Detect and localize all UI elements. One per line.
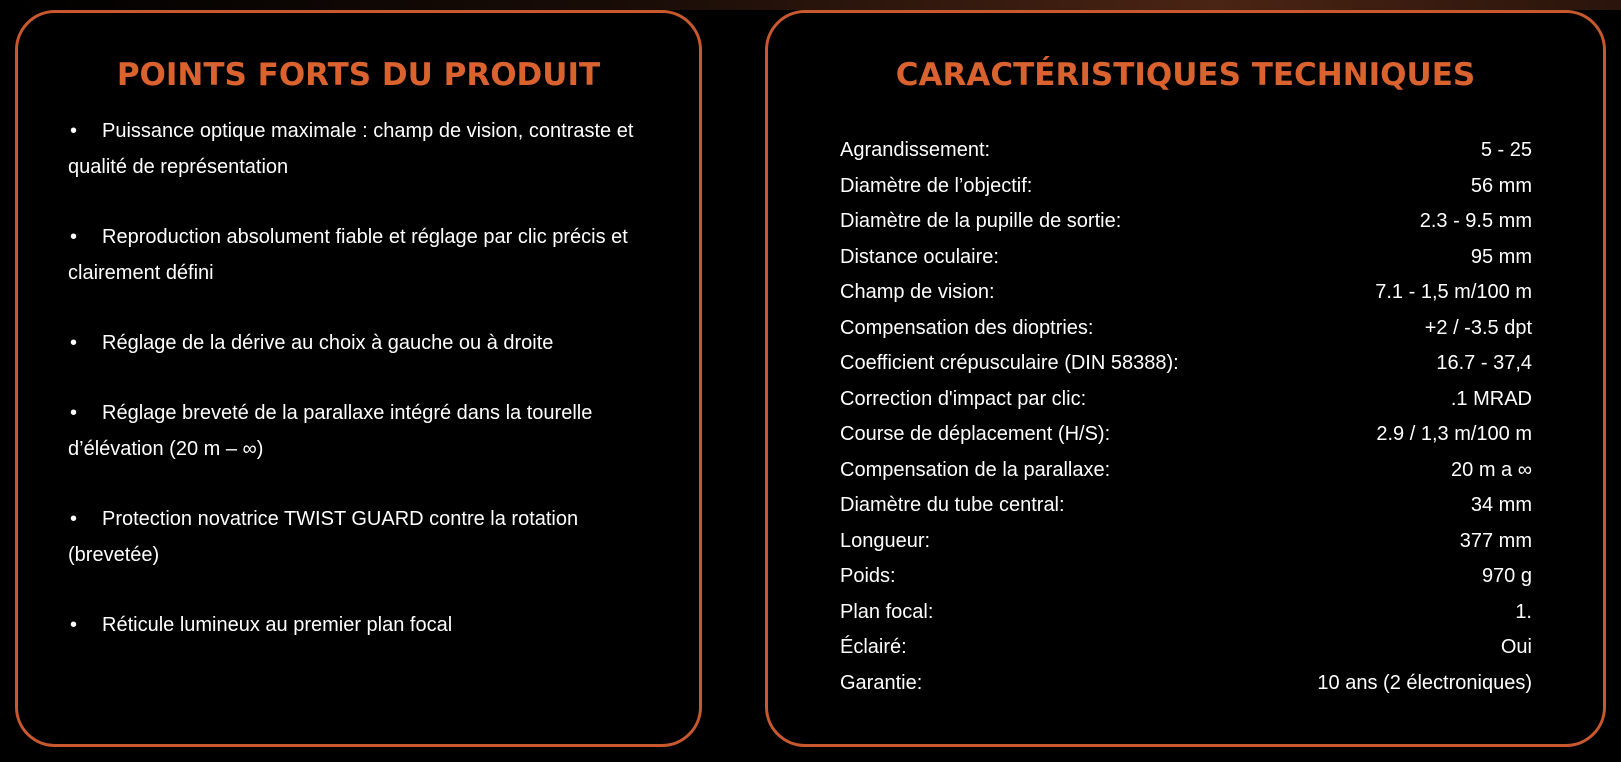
spec-value: 377 mm bbox=[1459, 529, 1532, 552]
spec-row bbox=[840, 382, 1532, 418]
spec-label: Longueur: bbox=[840, 529, 931, 552]
spec-value: 1. bbox=[1515, 600, 1532, 623]
spec-label: Diamètre de l’objectif: bbox=[840, 174, 1033, 197]
spec-value: 34 mm bbox=[1470, 494, 1532, 517]
spec-value: .1 MRAD bbox=[1450, 387, 1532, 410]
spec-value: 10 ans (2 électroniques) bbox=[1317, 671, 1532, 694]
spec-row bbox=[840, 559, 1532, 595]
spec-label: Plan focal: bbox=[840, 600, 934, 623]
spec-row bbox=[840, 488, 1532, 524]
spec-label: Correction d'impact par clic: bbox=[840, 387, 1087, 410]
spec-row bbox=[840, 630, 1532, 666]
highlight-item bbox=[68, 325, 668, 361]
highlights-list bbox=[68, 113, 668, 677]
bullet-icon: • bbox=[70, 332, 78, 354]
highlights-title: POINTS FORTS DU PRODUIT bbox=[116, 57, 601, 93]
spec-value: 5 - 25 bbox=[1480, 139, 1532, 162]
spec-row bbox=[840, 666, 1532, 702]
spec-row bbox=[840, 275, 1532, 311]
spec-label: Garantie: bbox=[840, 671, 923, 694]
spec-label: Coefficient crépusculaire (DIN 58388): bbox=[840, 352, 1179, 375]
spec-label: Distance oculaire: bbox=[840, 245, 999, 268]
bullet-icon: • bbox=[70, 508, 78, 530]
spec-row bbox=[840, 204, 1532, 240]
spec-value: 95 mm bbox=[1470, 245, 1532, 268]
spec-value: 970 g bbox=[1481, 565, 1532, 588]
spec-label: Poids: bbox=[840, 565, 896, 588]
spec-row bbox=[840, 240, 1532, 276]
highlight-text: Reproduction absolument fiable et réglage par clic précis et clairement défini bbox=[68, 226, 628, 284]
highlight-text: Puissance optique maximale : champ de vision, contraste et qualité de représentation bbox=[68, 120, 634, 178]
highlight-item bbox=[68, 607, 668, 643]
highlights-panel bbox=[15, 10, 702, 747]
spec-label: Champ de vision: bbox=[840, 281, 995, 304]
spec-row bbox=[840, 169, 1532, 205]
highlight-item bbox=[68, 501, 668, 573]
highlight-item bbox=[68, 395, 668, 467]
bullet-icon: • bbox=[70, 120, 78, 142]
highlight-item bbox=[68, 113, 668, 185]
specs-title: CARACTÉRISTIQUES TECHNIQUES bbox=[895, 57, 1476, 93]
highlight-text: Réticule lumineux au premier plan focal bbox=[102, 614, 453, 636]
highlight-text: Réglage breveté de la parallaxe intégré dans la tourelle d’élévation (20 m – ∞) bbox=[68, 402, 593, 460]
spec-row bbox=[840, 595, 1532, 631]
spec-row bbox=[840, 133, 1532, 169]
spec-label: Éclairé: bbox=[840, 636, 907, 659]
spec-label: Compensation des dioptries: bbox=[840, 316, 1094, 339]
spec-row bbox=[840, 524, 1532, 560]
highlight-text: Réglage de la dérive au choix à gauche ou à droite bbox=[102, 332, 554, 354]
spec-label: Diamètre du tube central: bbox=[840, 494, 1065, 517]
spec-row bbox=[840, 453, 1532, 489]
spec-label: Course de déplacement (H/S): bbox=[840, 423, 1111, 446]
spec-value: 2.9 / 1,3 m/100 m bbox=[1376, 423, 1532, 446]
highlight-item bbox=[68, 219, 668, 291]
spec-value: 7.1 - 1,5 m/100 m bbox=[1375, 281, 1532, 304]
spec-value: 56 mm bbox=[1470, 174, 1532, 197]
spec-row bbox=[840, 346, 1532, 382]
spec-label: Diamètre de la pupille de sortie: bbox=[840, 210, 1122, 233]
top-accent-bar bbox=[0, 0, 1621, 10]
specs-panel bbox=[765, 10, 1606, 747]
spec-value: 20 m a ∞ bbox=[1451, 458, 1532, 481]
spec-value: +2 / -3.5 dpt bbox=[1424, 316, 1532, 339]
spec-row bbox=[840, 417, 1532, 453]
bullet-icon: • bbox=[70, 614, 78, 636]
spec-value: Oui bbox=[1500, 636, 1532, 659]
spec-label: Agrandissement: bbox=[840, 139, 991, 162]
bullet-icon: • bbox=[70, 226, 78, 248]
spec-row bbox=[840, 311, 1532, 347]
spec-label: Compensation de la parallaxe: bbox=[840, 458, 1111, 481]
spec-value: 2.3 - 9.5 mm bbox=[1419, 210, 1532, 233]
bullet-icon: • bbox=[70, 402, 78, 424]
spec-value: 16.7 - 37,4 bbox=[1436, 352, 1532, 375]
highlight-text: Protection novatrice TWIST GUARD contre la rotation (brevetée) bbox=[68, 508, 579, 566]
specs-table bbox=[840, 133, 1532, 701]
